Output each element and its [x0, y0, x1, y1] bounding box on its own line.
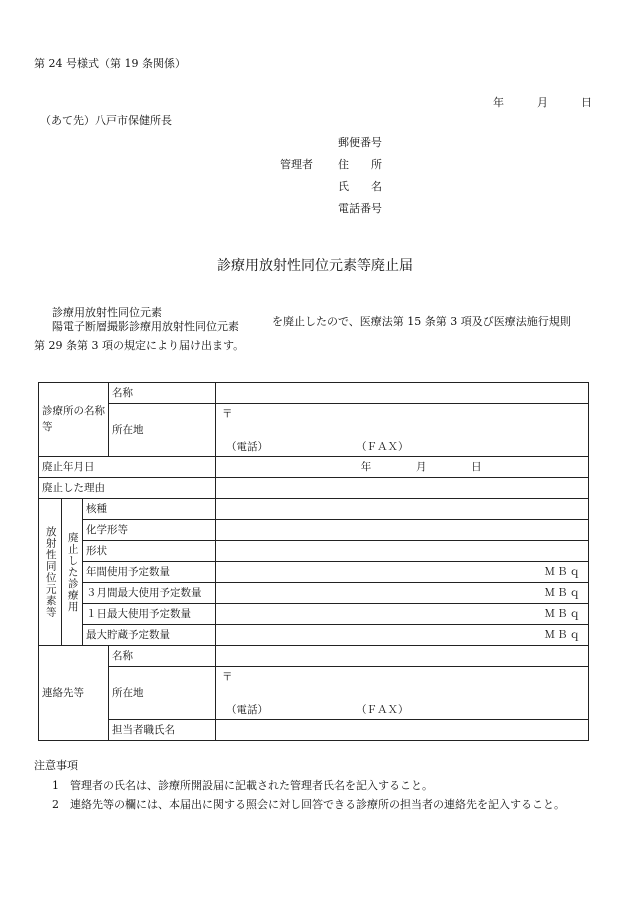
clinic-name-field[interactable] [216, 383, 589, 404]
contact-group-label: 連絡先等 [39, 646, 109, 741]
clinic-location-field[interactable] [216, 404, 589, 457]
phone-label: 電話番号 [338, 202, 382, 215]
shape-field[interactable] [216, 541, 589, 562]
nuclide-label: 核種 [83, 499, 216, 520]
note-item: 1 管理者の氏名は、診療所開設届に記載された管理者氏名を記入すること。 [52, 779, 433, 792]
notes-title: 注意事項 [34, 759, 78, 772]
contact-name-field[interactable] [216, 646, 589, 667]
clinic-location-label: 所在地 [109, 404, 216, 457]
three-month-max-field[interactable] [216, 583, 589, 604]
statement-line-2: 第 29 条第 3 項の規定により届け出ます。 [34, 339, 245, 352]
three-month-max-label: ３月間最大使用予定数量 [83, 583, 216, 604]
date-day-label: 日 [581, 96, 592, 109]
annual-use-field[interactable] [216, 562, 589, 583]
statement-tail: を廃止したので、医療法第 15 条第 3 項及び医療法施行規則 [272, 315, 571, 328]
postal-code-label: 郵便番号 [338, 136, 382, 149]
chemical-form-label: 化学形等 [83, 520, 216, 541]
clinic-group-label: 診療所の名称等 [39, 383, 109, 457]
statement-option-2: 陽電子断層撮影診療用放射性同位元素 [52, 320, 239, 333]
postal-mark: 〒 [222, 671, 233, 683]
abolish-year: 年 [360, 460, 372, 473]
person-in-charge-label: 担当者職氏名 [109, 720, 216, 741]
statement-option-1: 診療用放射性同位元素 [52, 306, 162, 319]
tel-label: （電話） [226, 440, 269, 453]
contact-location-field[interactable] [216, 667, 589, 720]
person-in-charge-field[interactable] [216, 720, 589, 741]
abolish-day: 日 [471, 460, 482, 473]
ri-group-inner-label: 廃止した診療用 [62, 499, 83, 646]
addressee: （あて先）八戸市保健所長 [40, 114, 172, 127]
reason-label: 廃止した理由 [39, 478, 216, 499]
max-storage-label: 最大貯蔵予定数量 [83, 625, 216, 646]
contact-name-label: 名称 [109, 646, 216, 667]
document-title: 診療用放射性同位元素等廃止届 [217, 258, 413, 274]
fax-label: （ＦＡＸ） [356, 703, 409, 716]
note-item: 2 連絡先等の欄には、本届出に関する照会に対し回答できる診療所の担当者の連絡先を記入すること。 [52, 798, 565, 811]
contact-location-label: 所在地 [109, 667, 216, 720]
unit-mbq: ＭＢｑ [544, 628, 582, 641]
unit-mbq: ＭＢｑ [544, 586, 582, 599]
fax-label: （ＦＡＸ） [356, 440, 409, 453]
postal-mark: 〒 [222, 408, 233, 420]
applicant-role: 管理者 [280, 158, 313, 171]
name-label: 氏 名 [338, 180, 382, 193]
daily-max-label: １日最大使用予定数量 [83, 604, 216, 625]
submission-date [493, 97, 592, 110]
reason-field[interactable] [216, 478, 589, 499]
daily-max-field[interactable] [216, 604, 589, 625]
max-storage-field[interactable] [216, 625, 589, 646]
form-number: 第 24 号様式（第 19 条関係） [34, 57, 186, 70]
unit-mbq: ＭＢｑ [544, 565, 582, 578]
abolish-month: 月 [415, 460, 427, 473]
nuclide-field[interactable] [216, 499, 589, 520]
tel-label: （電話） [226, 703, 269, 716]
shape-label: 形状 [83, 541, 216, 562]
address-label: 住 所 [338, 158, 382, 171]
clinic-name-label: 名称 [109, 383, 216, 404]
date-year-label: 年 [493, 96, 504, 109]
chemical-form-field[interactable] [216, 520, 589, 541]
abolish-date-field[interactable] [216, 457, 589, 478]
date-month-label: 月 [537, 96, 548, 109]
annual-use-label: 年間使用予定数量 [83, 562, 216, 583]
unit-mbq: ＭＢｑ [544, 607, 582, 620]
notification-form-table [38, 382, 589, 741]
ri-group-outer-label: 放射性同位元素等 [39, 499, 62, 646]
abolish-date-label: 廃止年月日 [39, 457, 216, 478]
